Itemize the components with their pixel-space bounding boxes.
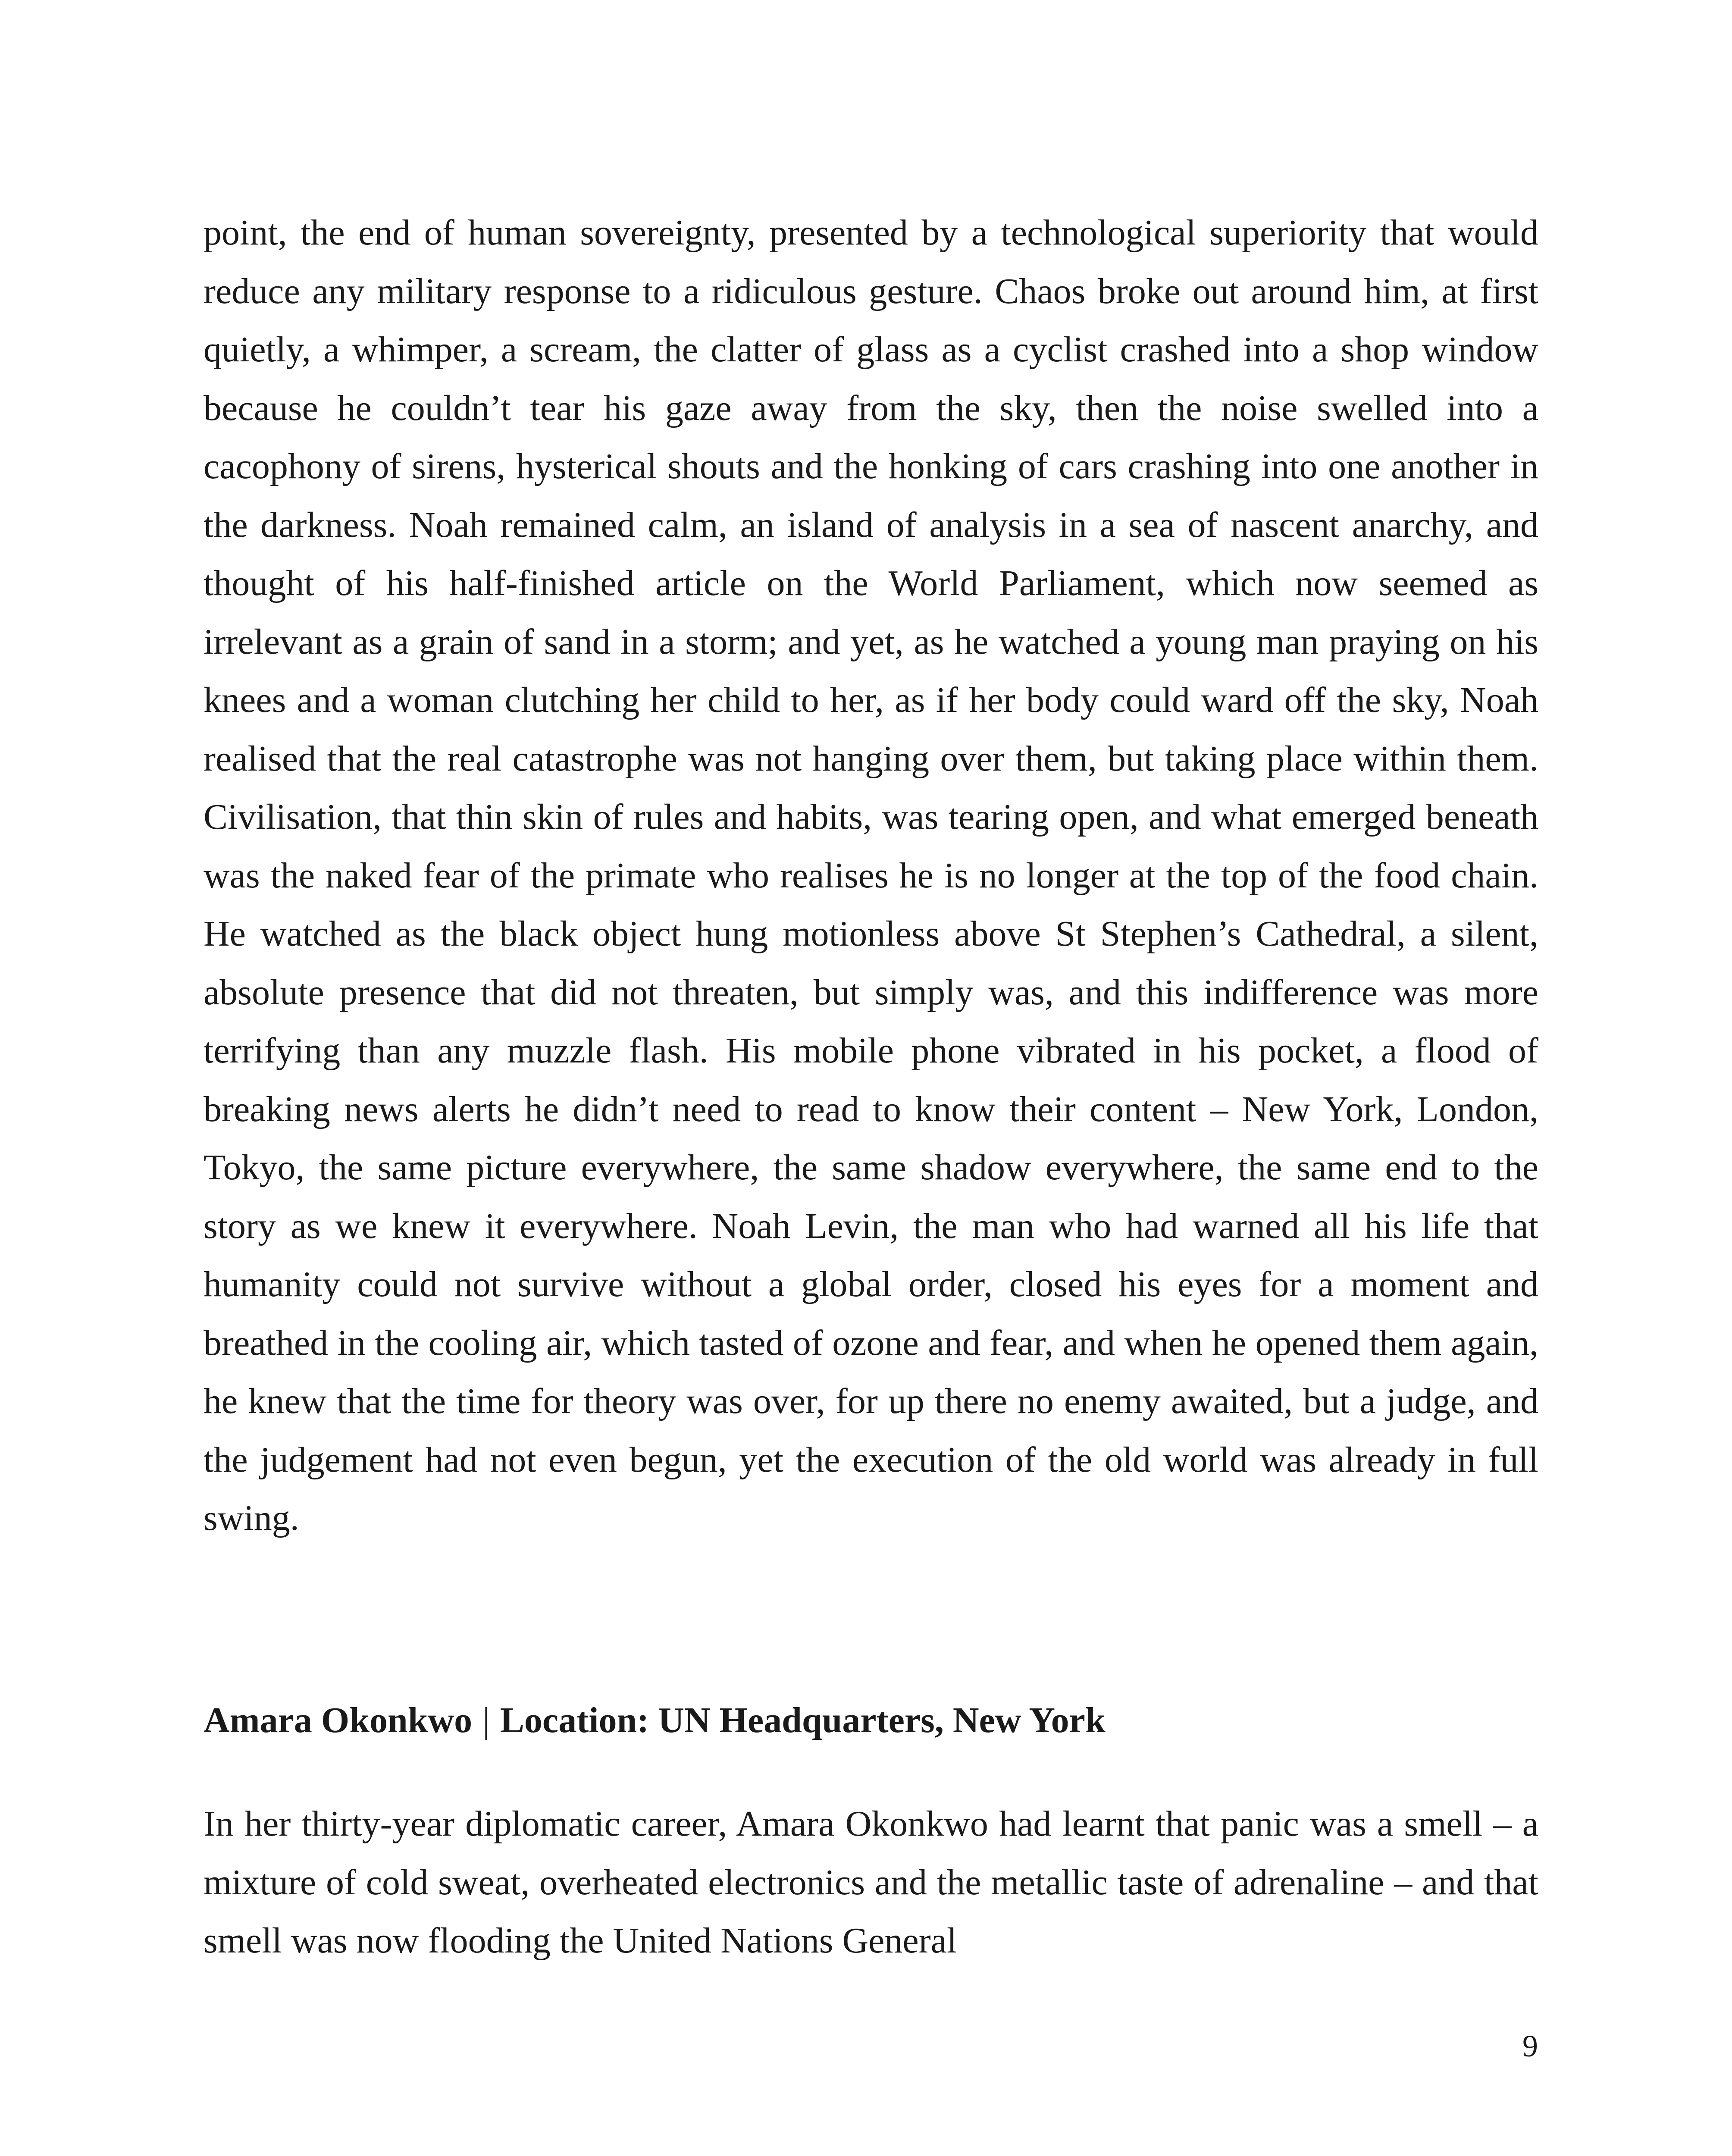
body-paragraph: point, the end of human sovereignty, presented by a technological superiority that would reduce any military response to a ridiculous gesture. Chaos broke out around him, at first quietly, a whimper, a scream, the clatter of glass as a cyclist crashed into a shop window because he couldn’t tear his gaze away from the sky, then the noise swelled into a cacophony of sirens, hysterical shouts and the honking of cars crashing into one another in the darkness. Noah remained calm, an island of analysis in a sea of nascent anarchy, and thought of his half-finished article on the World Parliament, which now seemed as irrelevant as a grain of sand in a storm; and yet, as he watched a young man praying on his knees and a woman clutching her child to her, as if her body could ward off the sky, Noah realised that the real catastrophe was not hanging over them, but taking place within them. Civilisation, that thin skin of rules and habits, was tearing open, and what emerged beneath was the naked fear of the primate who realises he is no longer at the top of the food chain. He watched as the black object hung motionless above St Stephen’s Cathedral, a silent, absolute presence that did not threaten, but simply was, and this indifference was more terrifying than any muzzle flash. His mobile phone vibrated in his pocket, a flood of breaking news alerts he didn’t need to read to know their content – New York, London, Tokyo, the same picture everywhere, the same shadow everywhere, the same end to the story as we knew it everywhere. Noah Levin, the man who had warned all his life that humanity could not survive without a global order, closed his eyes for a moment and breathed in the cooling air, which tasted of ozone and fear, and when he opened them again, he knew that the time for theory was over, for up there no enemy awaited, but a judge, and the judgement had not even begun, yet the execution of the old world was already in full swing. <box>204 213 1538 1538</box>
body-paragraph: In her thirty-year diplomatic career, Amara Okonkwo had learnt that panic was a smell – a mixture of cold sweat, overheated electronics and the metallic taste of adrenaline – and that smell was now flooding the United Nations General <box>204 1804 1538 1961</box>
section-heading <box>204 1699 1106 1742</box>
location-label: Location: UN Headquarters, New York <box>500 1700 1106 1740</box>
character-name: Amara Okonkwo <box>204 1700 473 1740</box>
page-number: 9 <box>1522 2029 1538 2063</box>
heading-separator: | <box>482 1700 490 1740</box>
